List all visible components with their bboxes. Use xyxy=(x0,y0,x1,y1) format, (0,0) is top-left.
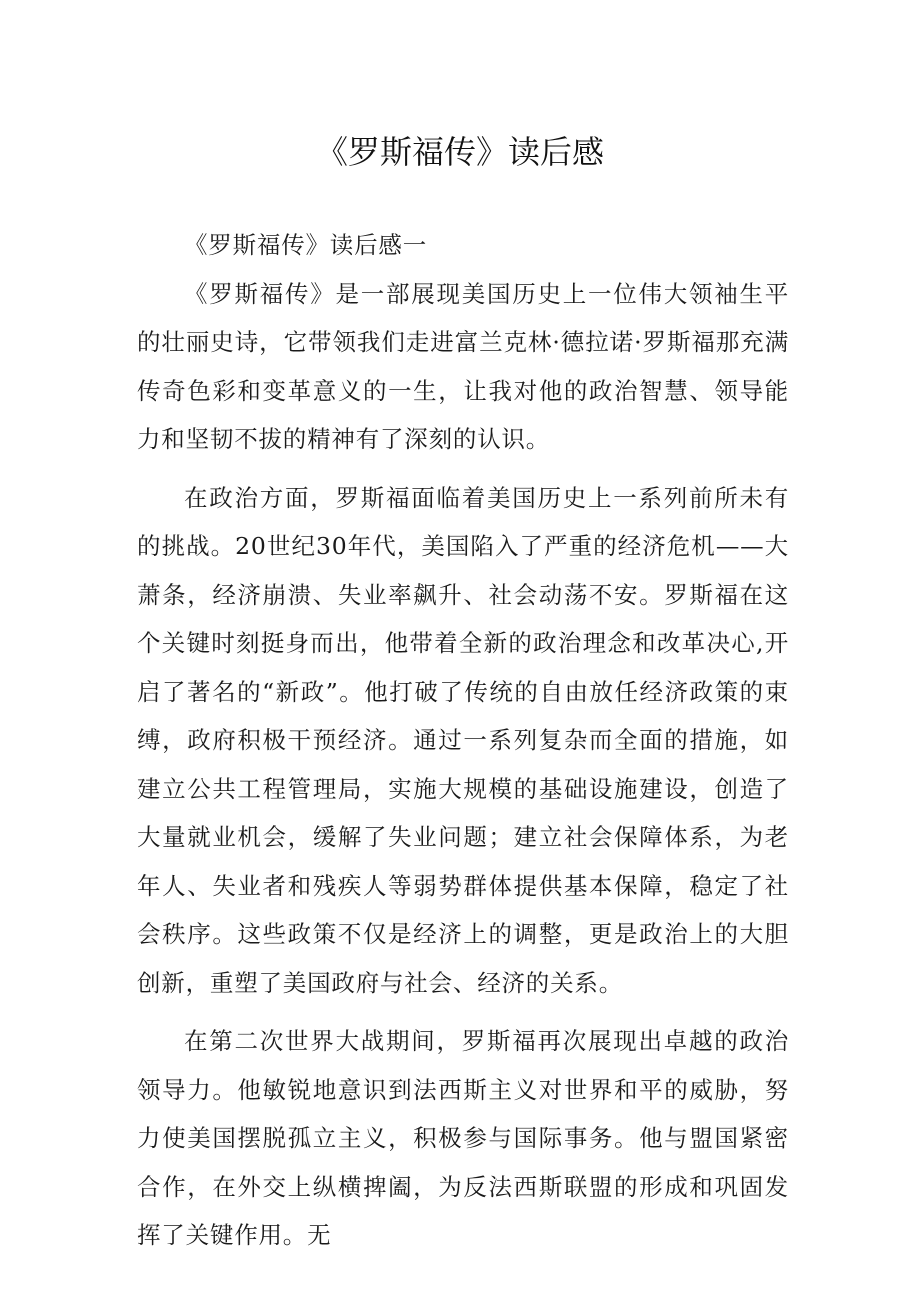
body-paragraph: 在第二次世界大战期间，罗斯福再次展现出卓越的政治领导力。他敏锐地意识到法西斯主义对世界和平的威胁，努力使美国摆脱孤立主义，积极参与国际事务。他与盟国紧密合作，在外交上纵横捭阖，为反法西斯联盟的形成和巩固发挥了关键作用。无 xyxy=(137,1027,789,1249)
document-title: 《罗斯福传》读后感 xyxy=(315,133,604,171)
body-paragraph: 在政治方面，罗斯福面临着美国历史上一系列前所未有的挑战。20世纪30年代，美国陷入了严重的经济危机——大萧条，经济崩溃、失业率飙升、社会动荡不安。罗斯福在这个关键时刻挺身而出，他带着全新的政治理念和改革决心,开启了著名的“新政”。他打破了传统的自由放任经济政策的束缚，政府积极干预经济。通过一系列复杂而全面的措施，如建立公共工程管理局，实施大规模的基础设施建设，创造了大量就业机会，缓解了失业问题；建立社会保障体系，为老年人、失业者和残疾人等弱势群体提供基本保障，稳定了社会秩序。这些政策不仅是经济上的调整，更是政治上的大胆创新，重塑了美国政府与社会、经济的关系。 xyxy=(137,483,789,997)
document-body xyxy=(137,221,789,1260)
body-paragraph: 《罗斯福传》是一部展现美国历史上一位伟大领袖生平的壮丽史诗，它带领我们走进富兰克林·德拉诺·罗斯福那充满传奇色彩和变革意义的一生，让我对他的政治智慧、领导能力和坚韧不拔的精神有了深刻的认识。 xyxy=(137,279,789,453)
subtitle-paragraph: 《罗斯福传》读后感一 xyxy=(184,231,427,259)
